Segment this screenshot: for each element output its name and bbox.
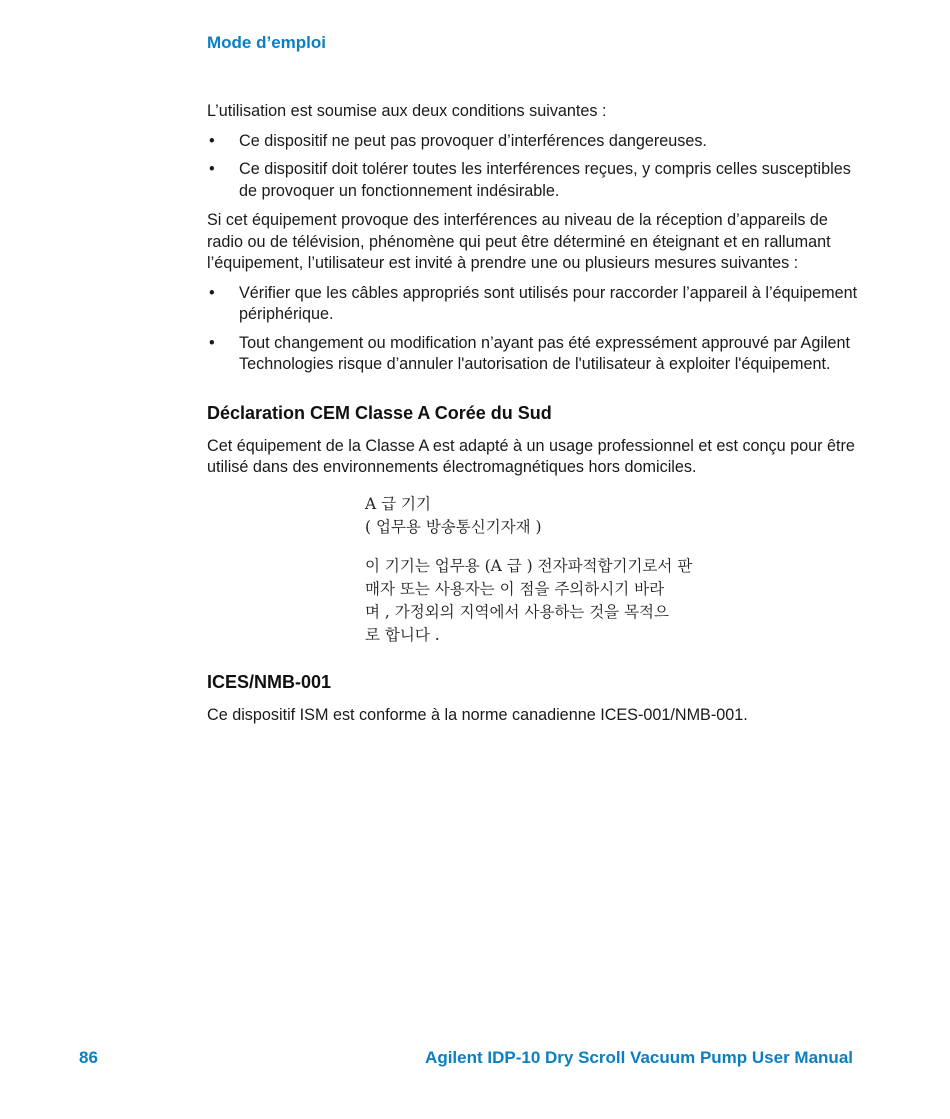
conditions-list: [207, 131, 862, 203]
bullet-icon: •: [209, 160, 215, 178]
ices-section-heading: ICES/NMB-001: [207, 671, 332, 692]
korea-section-heading: Déclaration CEM Classe A Corée du Sud: [207, 402, 552, 423]
list-item-text: Tout changement ou modification n’ayant pas été expressément approuvé par Agilent Technologies risque d’annuler l'autorisation de l'utilisateur à exploiter l'équipement.: [239, 333, 851, 373]
page-number: 86: [79, 1048, 98, 1067]
list-item: [207, 131, 862, 153]
list-item-text: Ce dispositif ne peut pas provoquer d’interférences dangereuses.: [239, 131, 707, 150]
interference-paragraph: Si cet équipement provoque des interférences au niveau de la réception d’appareils de radio ou de télévision, phénomène qui peut être déterminé en éteignant et en rallumant l’équipement, l’utilisateur est invité à prendre une ou plusieurs mesures suivantes :: [207, 211, 831, 272]
list-item: [207, 333, 862, 376]
korean-line: ( 업무용 방송통신기자재 ): [365, 517, 542, 536]
ices-section-text: Ce dispositif ISM est conforme à la norme canadienne ICES-001/NMB-001.: [207, 705, 748, 724]
korean-line: 이 기기는 업무용 (A 급 ) 전자파적합기기로서 판: [365, 556, 693, 575]
korean-line: A 급 기기: [365, 494, 431, 513]
list-item: [207, 283, 862, 326]
korean-notice: [365, 493, 725, 647]
intro-paragraph: L’utilisation est soumise aux deux conditions suivantes :: [207, 102, 607, 120]
korean-line: 매자 또는 사용자는 이 점을 주의하시기 바라: [365, 579, 665, 598]
bullet-icon: •: [209, 333, 215, 352]
running-header: Mode d’emploi: [207, 33, 326, 52]
list-item-text: Ce dispositif doit tolérer toutes les interférences reçues, y compris celles susceptibles de provoquer un fonctionnement indésirable.: [239, 160, 851, 200]
korea-section-text: Cet équipement de la Classe A est adapté à un usage professionnel et est conçu pour être utilisé dans des environnements électromagnétiques hors domiciles.: [207, 436, 855, 476]
list-item-text: Vérifier que les câbles appropriés sont utilisés pour raccorder l’appareil à l’équipement périphérique.: [239, 283, 858, 323]
manual-title: Agilent IDP-10 Dry Scroll Vacuum Pump User Manual: [425, 1048, 853, 1067]
bullet-icon: •: [209, 283, 215, 302]
korean-line: 로 합니다 .: [365, 625, 440, 644]
list-item: [207, 159, 862, 202]
korean-line: 며 , 가정외의 지역에서 사용하는 것을 목적으: [365, 602, 670, 621]
main-content: [207, 101, 862, 734]
measures-list: [207, 283, 862, 376]
bullet-icon: •: [209, 131, 215, 150]
